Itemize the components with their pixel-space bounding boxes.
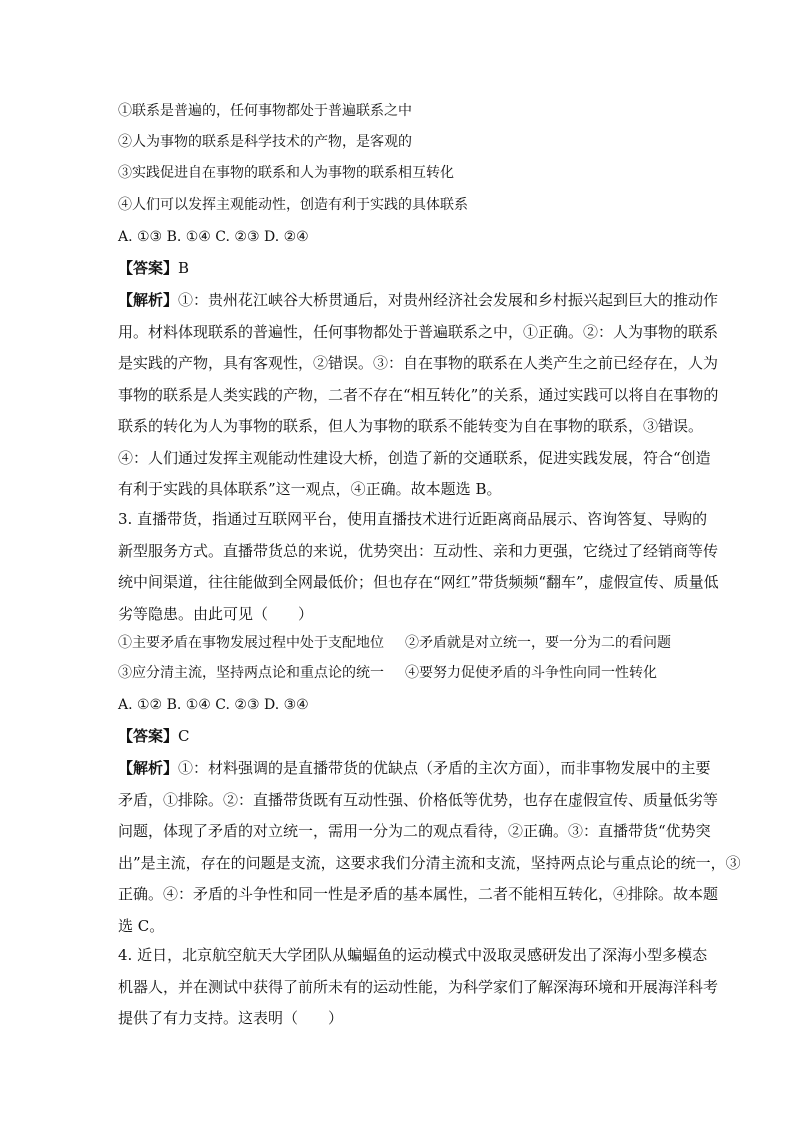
- answer-value: C: [178, 727, 190, 745]
- q3-analysis: [118, 753, 741, 942]
- q2-answer: [118, 258, 189, 278]
- analysis-line: 矛盾，①排除。②：直播带货既有互动性强、价格低等优势，也存在虚假宣传、质量低劣等: [118, 790, 719, 809]
- analysis-line: 问题，体现了矛盾的对立统一，需用一分为二的观点看待，②正确。③：直播带货“优势突: [118, 822, 711, 840]
- q3-answer: [118, 726, 190, 746]
- analysis-line: ④：人们通过发挥主观能动性建设大桥，创造了新的交通联系，促进实践发展，符合“创造: [118, 448, 711, 467]
- analysis-line: 【解析】①：材料强调的是直播带货的优缺点（矛盾的主次方面），而非事物发展中的主要: [118, 759, 711, 777]
- q2-analysis: [118, 285, 719, 506]
- stem-line: 新型服务方式。直播带货总的来说，优势突出：互动性、亲和力更强，它绕过了经销商等传: [118, 541, 719, 560]
- analysis-line: 正确。④：矛盾的斗争性和同一性是矛盾的基本属性，二者不能相互转化，④排除。故本题: [118, 885, 719, 903]
- analysis-line: 选 C。: [118, 916, 165, 935]
- analysis-line: 用。材料体现联系的普遍性，任何事物都处于普遍联系之中，①正确。②：人为事物的联系: [118, 322, 719, 341]
- analysis-label: 【解析】: [118, 291, 179, 309]
- q2-option-2: ②人为事物的联系是科学技术的产物，是客观的: [118, 134, 412, 150]
- q2-option-3: ③实践促进自在事物的联系和人为事物的联系相互转化: [118, 165, 454, 181]
- answer-label: 【答案】: [118, 727, 179, 745]
- stem-line: 4. 近日，北京航空航天大学团队从蝙蝠鱼的运动模式中汲取灵感研发出了深海小型多模态: [118, 946, 708, 964]
- analysis-line: 事物的联系是人类实践的产物，二者不存在“相互转化”的关系，通过实践可以将自在事物的: [118, 385, 719, 404]
- q2-option-4: ④人们可以发挥主观能动性，创造有利于实践的具体联系: [118, 197, 468, 213]
- q3-option-3: ③应分清主流，坚持两点论和重点论的统一: [118, 665, 384, 681]
- stem-line: 统中间渠道，往往能做到全网最低价；但也存在“网红”带货频频“翻车”，虚假宣传、质量低: [118, 573, 719, 591]
- q2-option-1: ①联系是普遍的，任何事物都处于普遍联系之中: [118, 103, 412, 119]
- analysis-line: 联系的转化为人为事物的联系，但人为事物的联系不能转变为自在事物的联系，③错误。: [118, 417, 704, 435]
- analysis-line: 出”是主流，存在的问题是支流，这要求我们分清主流和支流，坚持两点论与重点论的统一，③: [118, 853, 741, 872]
- q3-option-1: ①主要矛盾在事物发展过程中处于支配地位: [118, 635, 384, 651]
- q3-option-4: ④要努力促使矛盾的斗争性向同一性转化: [405, 665, 657, 681]
- analysis-line: 是实践的产物，具有客观性，②错误。③：自在事物的联系在人类产生之前已经存在，人为: [118, 354, 719, 372]
- q3-option-2: ②矛盾就是对立统一，要一分为二的看问题: [405, 635, 671, 651]
- answer-value: B: [178, 259, 190, 277]
- stem-line: 劣等隐患。由此可见（ ）: [118, 604, 314, 623]
- analysis-line: 【解析】①：贵州花江峡谷大桥贯通后，对贵州经济社会发展和乡村振兴起到巨大的推动作: [118, 291, 719, 309]
- q4-stem: [118, 940, 719, 1035]
- stem-line: 3. 直播带货，指通过互联网平台，使用直播技术进行近距离商品展示、咨询答复、导购的: [118, 510, 708, 528]
- q3-choices: A. ①② B. ①④ C. ②③ D. ③④: [118, 697, 309, 713]
- stem-line: 机器人，并在测试中获得了前所未有的运动性能，为科学家们了解深海环境和开展海洋科考: [118, 977, 719, 996]
- analysis-label: 【解析】: [118, 759, 179, 777]
- analysis-line: 有利于实践的具体联系”这一观点，④正确。故本题选 B。: [118, 480, 502, 498]
- q2-choices: A. ①③ B. ①④ C. ②③ D. ②④: [118, 229, 309, 245]
- stem-line: 提供了有力支持。这表明（ ）: [118, 1009, 344, 1027]
- q3-stem: [118, 504, 719, 630]
- answer-label: 【答案】: [118, 259, 179, 277]
